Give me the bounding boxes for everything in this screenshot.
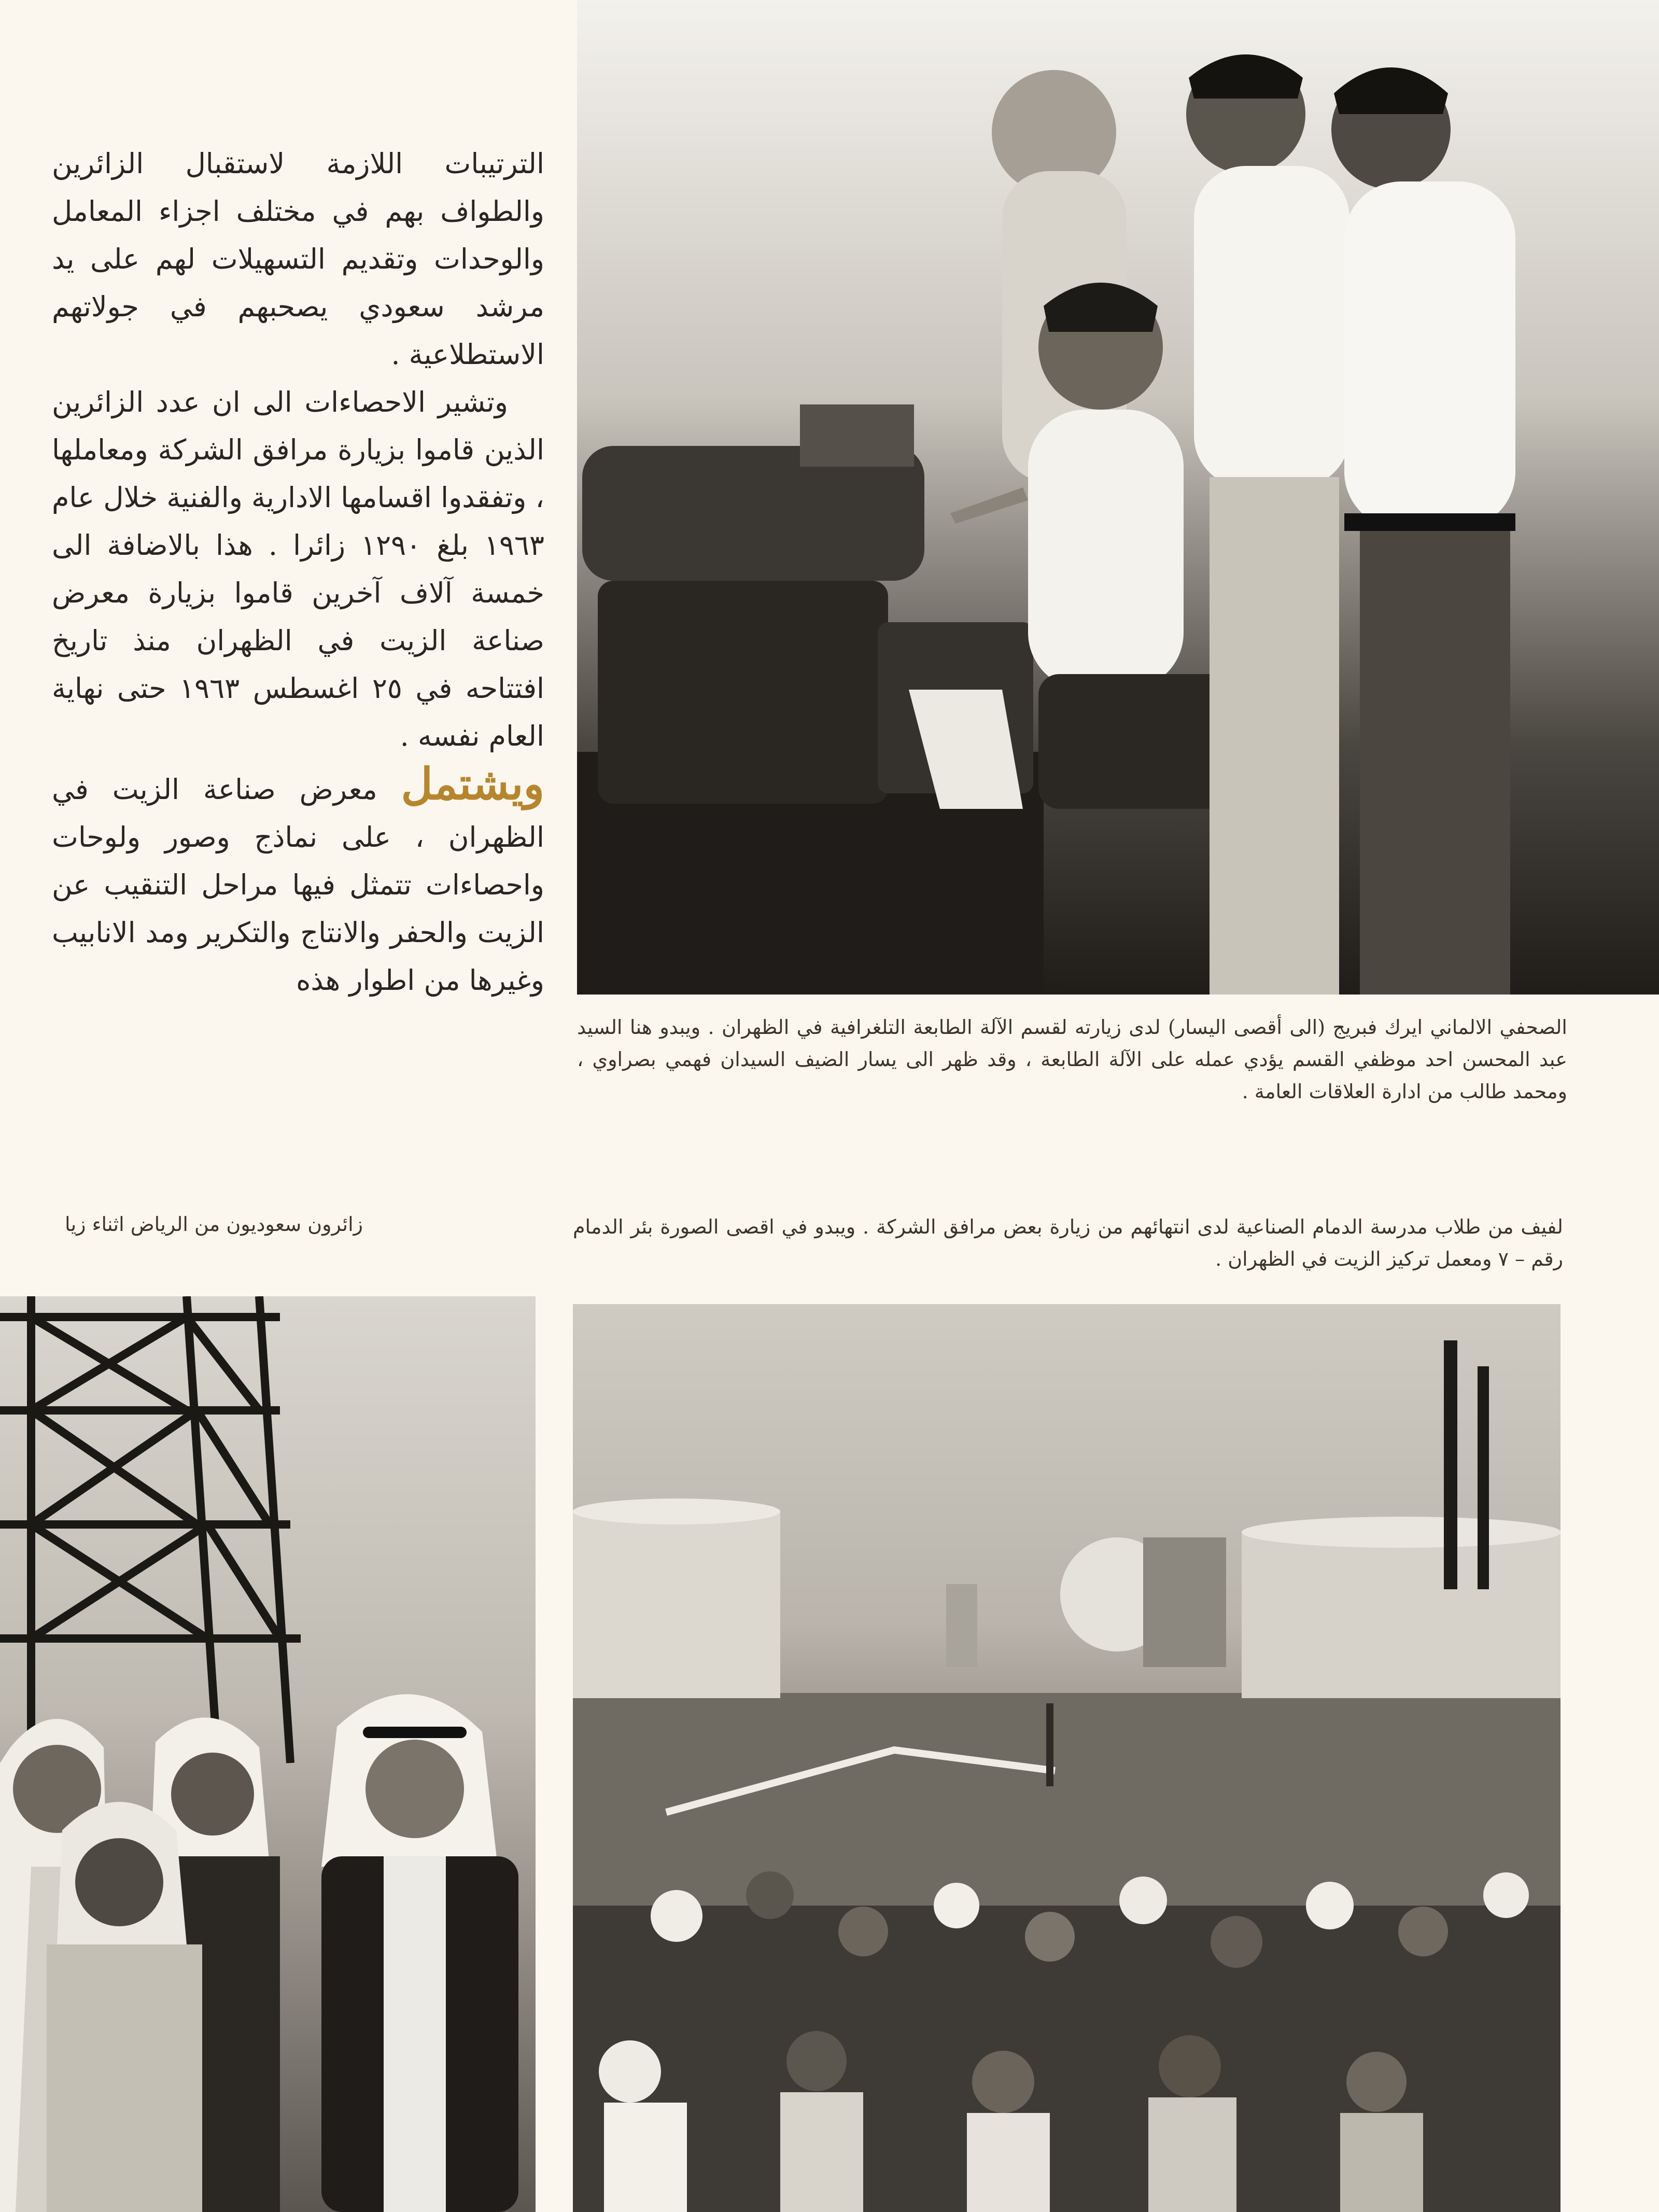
article-body bbox=[52, 140, 544, 1004]
photo-riyadh-visitors bbox=[0, 1296, 536, 2212]
decorative-drop-word: ويشتمل bbox=[401, 758, 545, 809]
paragraph-3-text: معرض صناعة الزيت في الظهران ، على نماذج وصور ولوحات واحصاءات تتمثل فيها مراحل التنقيب عن الزيت والحفر والانتاج والتكرير ومد الانابيب وغيرها من اطوار هذه bbox=[52, 773, 544, 997]
photo-students bbox=[573, 1304, 1560, 2212]
teleprinter-scene bbox=[577, 0, 1659, 995]
caption-students: لفيف من طلاب مدرسة الدمام الصناعية لدى انتهائهم من زيارة بعض مرافق الشركة . ويبدو في اقصى الصورة بئر الدمام رقم – ٧ ومعمل تركيز الزيت في الظهران . bbox=[573, 1215, 1563, 1270]
photo-teleprinter bbox=[577, 0, 1659, 995]
paragraph-2: وتشير الاحصاءات الى ان عدد الزائرين الذين قاموا بزيارة مرافق الشركة ومعاملها ، وتفقدوا اقسامها الادارية والفنية خلال عام ١٩٦٣ بلغ ١٢٩٠ زائرا . هذا بالاضافة الى خمسة آلاف آخرين قاموا بزيارة معرض صناعة الزيت في الظهران منذ تاريخ افتتاحه في ٢٥ اغسطس ١٩٦٣ حتى نهاية العام نفسه . bbox=[52, 386, 545, 752]
paragraph-1: الترتيبات اللازمة لاستقبال الزائرين والطواف بهم في مختلف اجزاء المعامل والوحدات وتقديم التسهيلات لهم على يد مرشد سعودي يصحبهم في جولاتهم الاستطلاعية . bbox=[52, 147, 544, 371]
refinery-scene bbox=[573, 1304, 1560, 2212]
caption-teleprinter: الصحفي الالماني ايرك فبريج (الى أقصى اليسار) لدى زيارته لقسم الآلة الطابعة التلغرافية في الظهران . ويبدو هنا السيد عبد المحسن احد موظفي القسم يؤدي عمله على الآلة الطابعة ، وقد ظهر الى يسار الضيف السيدان فهمي بصراوي ، ومحمد طالب من ادارة العلاقات العامة . bbox=[577, 1016, 1567, 1103]
caption-riyadh-visitors: زائرون سعوديون من الرياض اثناء زيا bbox=[65, 1213, 363, 1236]
derrick-scene bbox=[0, 1296, 536, 2212]
paragraph-3 bbox=[52, 760, 544, 1004]
